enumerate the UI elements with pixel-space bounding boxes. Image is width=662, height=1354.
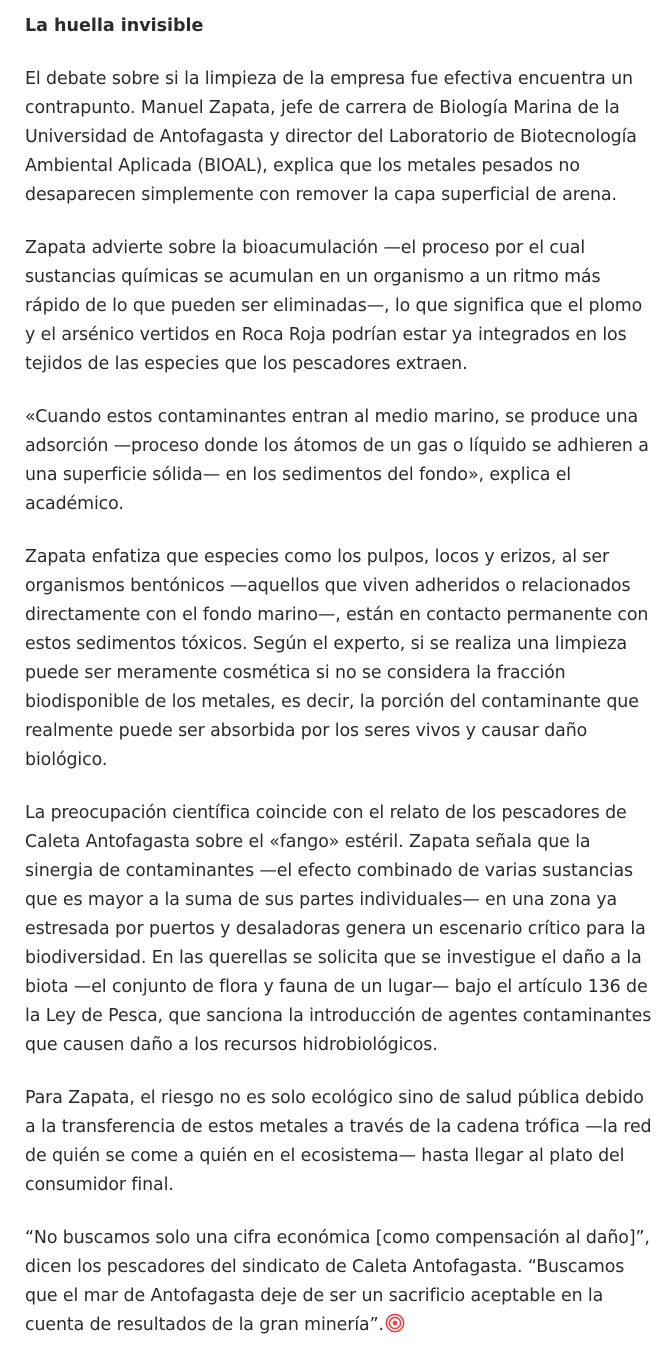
- paragraph-2: Zapata advierte sobre la bioacumulación —el proceso por el cual sustancias químicas se acumulan en un organismo a un ritmo más rápido de lo que pueden ser eliminadas—, lo que significa que el plomo y el arsénico vertidos en Roca Roja podrían estar ya integrados en los tejidos de las especies que los pescadores extraen.: [25, 238, 643, 374]
- paragraph-7: [25, 1224, 657, 1343]
- paragraph-5: La preocupación científica coincide con el relato de los pescadores de Caleta Antofagasta sobre el «fango» estéril. Zapata señala que la sinergia de contaminantes —el efecto combinado de varias sustancias que es mayor a la suma de sus partes individuales— en una zona ya estresada por puertos y desaladoras genera un escenario crítico para la biodiversidad. En las querellas se solicita que se investigue el daño a la biota —el conjunto de flora y fauna de un lugar— bajo el artículo 136 de la Ley de Pesca, que sanciona la introducción de agentes contaminantes que causen daño a los recursos hidrobiológicos.: [25, 803, 652, 1055]
- paragraph-6: Para Zapata, el riesgo no es solo ecológico sino de salud pública debido a la transferencia de estos metales a través de la cadena trófica —la red de quién se come a quién en el ecosistema— hasta llegar al plato del consumidor final.: [25, 1088, 652, 1195]
- paragraph-3: «Cuando estos contaminantes entran al medio marino, se produce una adsorción —proceso donde los átomos de un gas o líquido se adhieren a una superficie sólida— en los sedimentos del fondo», explica el académico.: [25, 407, 649, 514]
- paragraph-7-text: “No buscamos solo una cifra económica [como compensación al daño]”, dicen los pescadores del sindicato de Caleta Antofagasta. “Buscamos que el mar de Antofagasta deje de ser un sacrificio aceptable en la cuenta de resultados de la gran minería”.: [25, 1228, 650, 1335]
- paragraph-1: El debate sobre si la limpieza de la empresa fue efectiva encuentra un contrapunto. Manuel Zapata, jefe de carrera de Biología Marina de la Universidad de Antofagasta y director del Laboratorio de Biotecnología Ambiental Aplicada (BIOAL), explica que los metales pesados no desaparecen simplemente con remover la capa superficial de arena.: [25, 69, 637, 205]
- end-of-article-icon: [385, 1313, 405, 1343]
- paragraph-4: Zapata enfatiza que especies como los pulpos, locos y erizos, al ser organismos bentónicos —aquellos que viven adheridos o relacionados directamente con el fondo marino—, están en contacto permanente con estos sedimentos tóxicos. Según el experto, si se realiza una limpieza puede ser meramente cosmética si no se considera la fracción biodisponible de los metales, es decir, la porción del contaminante que realmente puede ser absorbida por los seres vivos y causar daño biológico.: [25, 547, 649, 770]
- article-body: [25, 12, 657, 1343]
- section-title: La huella invisible: [25, 16, 204, 36]
